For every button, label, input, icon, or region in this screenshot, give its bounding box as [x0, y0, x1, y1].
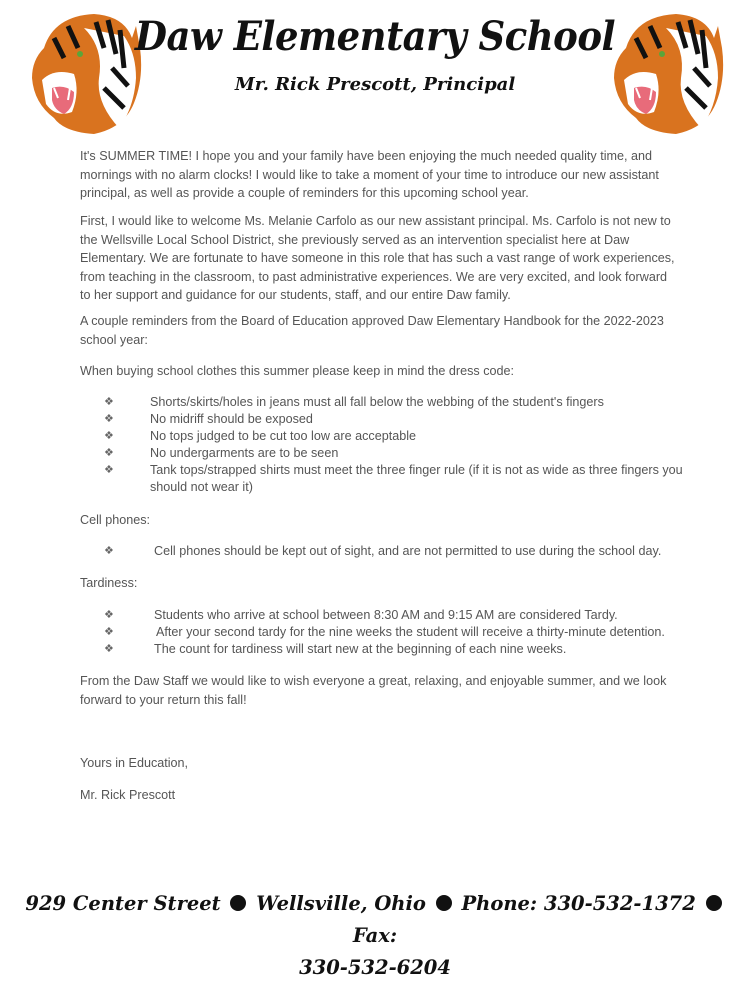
bullet-icon: ❖ — [104, 396, 114, 408]
intro-paragraph — [80, 147, 680, 203]
footer-address: 929 Center Street — [25, 892, 221, 915]
footer-phone: Phone: 330-532-1372 — [461, 892, 696, 915]
closing-paragraph — [80, 672, 680, 709]
list-item: ❖ The count for tardiness will start new at the beginning of each nine weeks. — [104, 642, 567, 656]
list-item: ❖ Students who arrive at school between 8:30 AM and 9:15 AM are considered Tardy. — [104, 608, 618, 622]
sign-off: Yours in Education, — [80, 756, 189, 770]
tardiness-heading: Tardiness: — [80, 576, 138, 590]
bullet-icon: ❖ — [104, 413, 114, 425]
letterhead — [0, 0, 750, 140]
bullet-icon: ❖ — [104, 545, 114, 557]
cell-phone-list — [104, 543, 694, 560]
dress-code-list — [104, 394, 694, 496]
reminders-intro-paragraph — [80, 312, 680, 349]
dress-code-intro-text: When buying school clothes this summer please keep in mind the dress code: — [80, 364, 515, 378]
school-name: Daw Elementary School — [134, 12, 616, 60]
bullet-icon: ❖ — [104, 626, 114, 638]
bullet-dot-icon — [706, 895, 722, 911]
bullet-icon: ❖ — [104, 430, 114, 442]
cell-phones-heading: Cell phones: — [80, 513, 151, 527]
list-item: ❖ Cell phones should be kept out of sight, and are not permitted to use during the school day. — [104, 544, 662, 558]
list-item: ❖ After your second tardy for the nine weeks the student will receive a thirty-minute detention. — [104, 625, 665, 639]
list-item: ❖ Tank tops/strapped shirts must meet the three finger rule (if it is not as wide as three fingers you should not wear it) — [104, 463, 683, 494]
bullet-icon: ❖ — [104, 643, 114, 655]
principal-name: Mr. Rick Prescott, Principal — [234, 74, 516, 95]
reminders-intro-text: A couple reminders from the Board of Education approved Daw Elementary Handbook for the 2022-2023 school year: — [80, 314, 664, 347]
list-item: ❖ No tops judged to be cut too low are acceptable — [104, 429, 417, 443]
bullet-icon: ❖ — [104, 464, 114, 476]
bullet-dot-icon — [230, 895, 246, 911]
footer-city: Wellsville, Ohio — [256, 892, 426, 915]
welcome-text: First, I would like to welcome Ms. Melanie Carfolo as our new assistant principal. Ms. Carfolo is not new to the Wellsville Local School District, she previously served as an intervention specialist here at Daw Elementary. We are fortunate to have someone in this role that has such a vast range of work experiences, from teaching in the classroom, to past administrative experiences. We are very excited, and look forward to her support and guidance for our students, staff, and our entire Daw family. — [80, 214, 675, 302]
list-item: ❖ No midriff should be exposed — [104, 412, 313, 426]
footer-line-2 — [0, 952, 750, 984]
signature: Mr. Rick Prescott — [80, 788, 176, 802]
tardiness-list — [104, 607, 694, 658]
closing-text: From the Daw Staff we would like to wish everyone a great, relaxing, and enjoyable summer, and we look forward to your return this fall! — [80, 674, 667, 707]
footer-line-1 — [0, 888, 750, 952]
footer-fax-number: 330-532-6204 — [299, 956, 451, 979]
welcome-paragraph — [80, 212, 680, 305]
footer-fax-label: Fax: — [352, 924, 398, 947]
list-item: ❖ Shorts/skirts/holes in jeans must all fall below the webbing of the student's fingers — [104, 395, 604, 409]
dress-code-intro — [80, 362, 680, 381]
bullet-icon: ❖ — [104, 447, 114, 459]
list-item: ❖ No undergarments are to be seen — [104, 446, 339, 460]
bullet-icon: ❖ — [104, 609, 114, 621]
intro-text: It's SUMMER TIME! I hope you and your family have been enjoying the much needed quality time, and mornings with no alarm clocks! I would like to take a moment of your time to introduce our new assistant principal, as well as provide a couple of reminders for this upcoming school year. — [80, 149, 659, 200]
tiger-mascot-icon — [606, 8, 726, 136]
bullet-dot-icon — [436, 895, 452, 911]
